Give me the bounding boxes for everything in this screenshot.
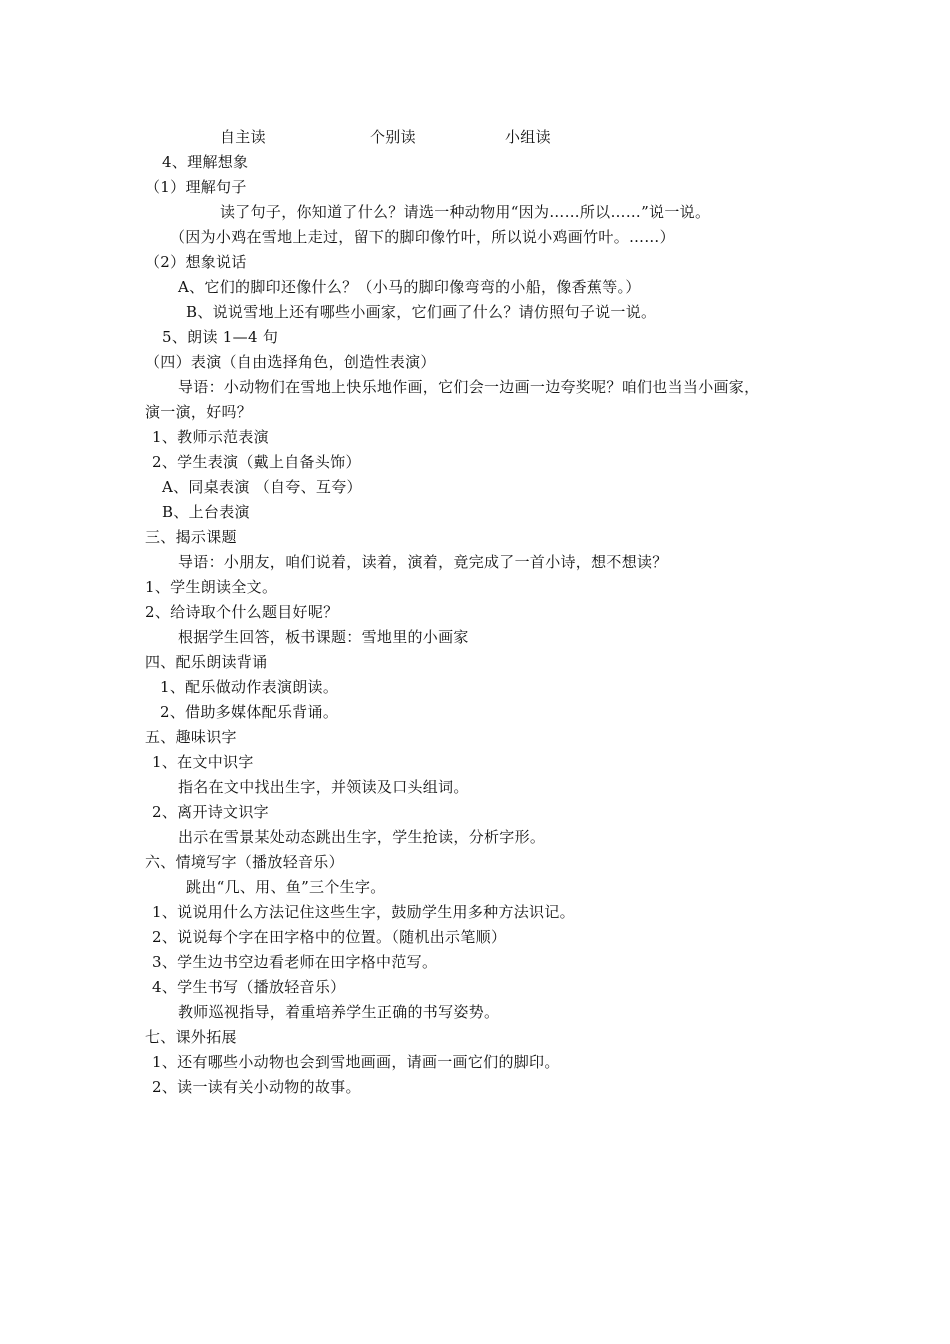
list-item: 2、借助多媒体配乐背诵。	[160, 703, 339, 721]
list-item: 4、学生书写（播放轻音乐）	[152, 978, 346, 996]
section-heading: 六、情境写字（播放轻音乐）	[145, 853, 344, 871]
text-line: A、它们的脚印还像什么？（小马的脚印像弯弯的小船，像香蕉等。）	[178, 278, 641, 296]
text-line: 导语：小动物们在雪地上快乐地作画，它们会一边画一边夸奖呢？咱们也当当小画家，	[178, 378, 760, 396]
list-item: A、同桌表演 （自夸、互夸）	[162, 478, 362, 496]
list-item: 1、教师示范表演	[152, 428, 269, 446]
list-item: 2、给诗取个什么题目好呢？	[145, 603, 339, 621]
list-item: B、上台表演	[162, 503, 250, 521]
list-item: 2、读一读有关小动物的故事。	[152, 1078, 361, 1096]
list-item: 2、学生表演（戴上自备头饰）	[152, 453, 361, 471]
list-item: 1、学生朗读全文。	[145, 578, 278, 596]
section-heading: 5、朗读 1—4 句	[162, 328, 279, 346]
text-line: 教师巡视指导，着重培养学生正确的书写姿势。	[178, 1003, 500, 1021]
read-mode-individual: 个别读	[370, 128, 416, 146]
list-item: 1、在文中识字	[152, 753, 254, 771]
section-heading: 4、理解想象	[162, 153, 249, 171]
text-line: B、说说雪地上还有哪些小画家，它们画了什么？请仿照句子说一说。	[186, 303, 657, 321]
list-item: 2、说说每个字在田字格中的位置。（随机出示笔顺）	[152, 928, 507, 946]
subsection-heading: （2）想象说话	[145, 253, 247, 271]
text-line: 出示在雪景某处动态跳出生字，学生抢读，分析字形。	[178, 828, 546, 846]
section-heading: 五、趣味识字	[145, 728, 237, 746]
list-item: 1、配乐做动作表演朗读。	[160, 678, 339, 696]
list-item: 2、离开诗文识字	[152, 803, 269, 821]
section-heading: 三、揭示课题	[145, 528, 237, 546]
text-line: 演一演，好吗？	[145, 403, 253, 421]
list-item: 3、学生边书空边看老师在田字格中范写。	[152, 953, 438, 971]
text-line: （因为小鸡在雪地上走过，留下的脚印像竹叶，所以说小鸡画竹叶。……）	[170, 228, 675, 246]
list-item: 1、还有哪些小动物也会到雪地画画，请画一画它们的脚印。	[152, 1053, 560, 1071]
subsection-heading: （1）理解句子	[145, 178, 247, 196]
text-line: 读了句子，你知道了什么？请选一种动物用“因为……所以……”说一说。	[220, 203, 711, 221]
text-line: 根据学生回答，板书课题：雪地里的小画家	[178, 628, 469, 646]
section-heading: 四、配乐朗读背诵	[145, 653, 268, 671]
text-line: 指名在文中找出生字，并领读及口头组词。	[178, 778, 469, 796]
read-mode-group: 小组读	[505, 128, 551, 146]
read-mode-self: 自主读	[220, 128, 266, 146]
section-heading: 七、课外拓展	[145, 1028, 237, 1046]
list-item: 1、说说用什么方法记住这些生字，鼓励学生用多种方法识记。	[152, 903, 575, 921]
text-line: 导语：小朋友，咱们说着，读着，演着，竟完成了一首小诗，想不想读？	[178, 553, 668, 571]
section-heading: （四）表演（自由选择角色，创造性表演）	[145, 353, 436, 371]
text-line: 跳出“几、用、鱼”三个生字。	[186, 878, 386, 896]
